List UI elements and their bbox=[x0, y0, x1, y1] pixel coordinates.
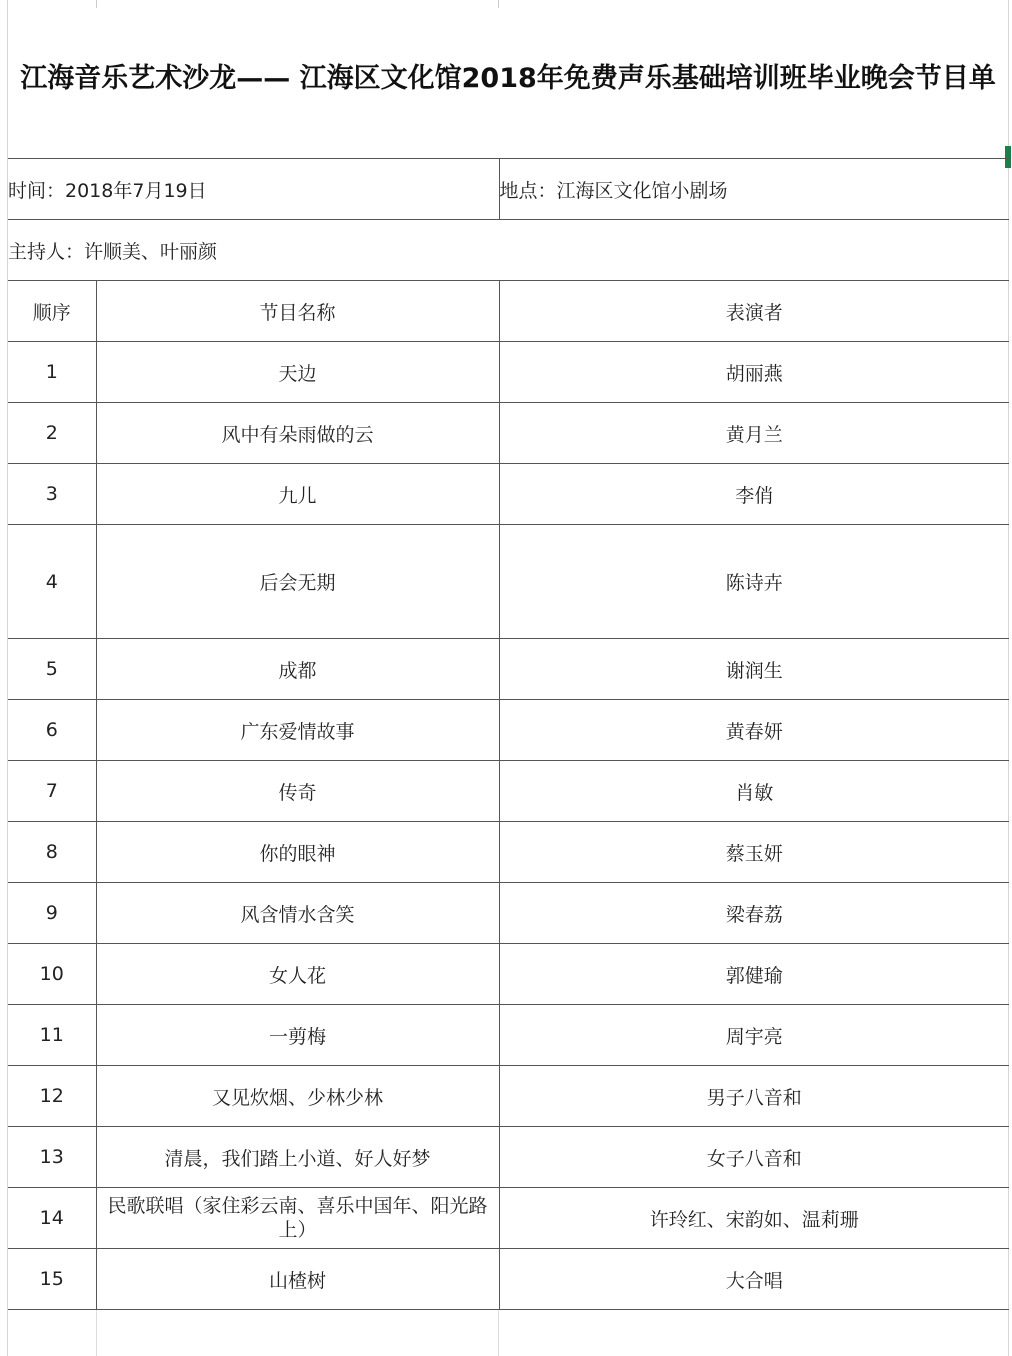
page-title: 江海音乐艺术沙龙—— 江海区文化馆2018年免费声乐基础培训班毕业晚会节目单 bbox=[20, 63, 996, 94]
table-row bbox=[8, 1188, 1009, 1249]
table-row bbox=[8, 822, 1009, 883]
event-time: 时间：2018年7月19日 bbox=[8, 179, 207, 202]
table-row bbox=[8, 1249, 1009, 1310]
program-title: 风含情水含笑 bbox=[96, 883, 499, 944]
performer-name: 陈诗卉 bbox=[499, 525, 1009, 639]
grid-line bbox=[498, 1310, 499, 1356]
hosts-cell bbox=[8, 220, 1009, 281]
column-header-program: 节目名称 bbox=[96, 281, 499, 342]
table-row bbox=[8, 464, 1009, 525]
performer-name: 女子八音和 bbox=[499, 1127, 1009, 1188]
column-header-order: 顺序 bbox=[8, 281, 96, 342]
performer-name: 男子八音和 bbox=[499, 1066, 1009, 1127]
program-title: 九儿 bbox=[96, 464, 499, 525]
location-cell bbox=[499, 159, 1009, 220]
performer-name: 黄月兰 bbox=[499, 403, 1009, 464]
performer-name: 周宇亮 bbox=[499, 1005, 1009, 1066]
performer-name: 胡丽燕 bbox=[499, 342, 1009, 403]
header-row bbox=[8, 281, 1009, 342]
program-title: 你的眼神 bbox=[96, 822, 499, 883]
row-number: 8 bbox=[8, 822, 96, 883]
program-title: 清晨，我们踏上小道、好人好梦 bbox=[96, 1127, 499, 1188]
info-row bbox=[8, 159, 1009, 220]
table-row bbox=[8, 1066, 1009, 1127]
table-row bbox=[8, 639, 1009, 700]
event-hosts: 主持人：许顺美、叶丽颜 bbox=[8, 240, 218, 263]
time-cell bbox=[8, 159, 499, 220]
program-title: 山楂树 bbox=[96, 1249, 499, 1310]
performer-name: 郭健瑜 bbox=[499, 944, 1009, 1005]
performer-name: 蔡玉妍 bbox=[499, 822, 1009, 883]
program-title: 一剪梅 bbox=[96, 1005, 499, 1066]
grid-line bbox=[96, 1310, 97, 1356]
row-number: 3 bbox=[8, 464, 96, 525]
table-row bbox=[8, 525, 1009, 639]
program-title: 天边 bbox=[96, 342, 499, 403]
table-row bbox=[8, 403, 1009, 464]
table-row bbox=[8, 700, 1009, 761]
row-number: 2 bbox=[8, 403, 96, 464]
row-number: 1 bbox=[8, 342, 96, 403]
table-row bbox=[8, 1127, 1009, 1188]
performer-name: 梁春荔 bbox=[499, 883, 1009, 944]
row-number: 9 bbox=[8, 883, 96, 944]
performer-name: 肖敏 bbox=[499, 761, 1009, 822]
grid-tick bbox=[498, 0, 499, 8]
table-row bbox=[8, 342, 1009, 403]
table-row bbox=[8, 883, 1009, 944]
row-number: 13 bbox=[8, 1127, 96, 1188]
program-title: 广东爱情故事 bbox=[96, 700, 499, 761]
row-number: 14 bbox=[8, 1188, 96, 1249]
performer-name: 谢润生 bbox=[499, 639, 1009, 700]
row-number: 10 bbox=[8, 944, 96, 1005]
table-row bbox=[8, 1005, 1009, 1066]
column-header-performer: 表演者 bbox=[499, 281, 1009, 342]
program-title: 成都 bbox=[96, 639, 499, 700]
row-number: 15 bbox=[8, 1249, 96, 1310]
table-row bbox=[8, 944, 1009, 1005]
performer-name: 许玲红、宋韵如、温莉珊 bbox=[499, 1188, 1009, 1249]
program-title: 后会无期 bbox=[96, 525, 499, 639]
row-number: 5 bbox=[8, 639, 96, 700]
performer-name: 黄春妍 bbox=[499, 700, 1009, 761]
performer-name: 李俏 bbox=[499, 464, 1009, 525]
program-title: 风中有朵雨做的云 bbox=[96, 403, 499, 464]
hosts-row bbox=[8, 220, 1009, 281]
program-table bbox=[8, 158, 1009, 1310]
program-title: 民歌联唱（家住彩云南、喜乐中国年、阳光路上） bbox=[96, 1188, 499, 1249]
table-row bbox=[8, 761, 1009, 822]
row-number: 11 bbox=[8, 1005, 96, 1066]
program-title: 传奇 bbox=[96, 761, 499, 822]
row-number: 7 bbox=[8, 761, 96, 822]
grid-tick bbox=[96, 0, 97, 8]
event-location: 地点：江海区文化馆小剧场 bbox=[499, 179, 728, 202]
program-title: 又见炊烟、少林少林 bbox=[96, 1066, 499, 1127]
program-title: 女人花 bbox=[96, 944, 499, 1005]
row-number: 6 bbox=[8, 700, 96, 761]
row-number: 4 bbox=[8, 525, 96, 639]
performer-name: 大合唱 bbox=[499, 1249, 1009, 1310]
row-number: 12 bbox=[8, 1066, 96, 1127]
